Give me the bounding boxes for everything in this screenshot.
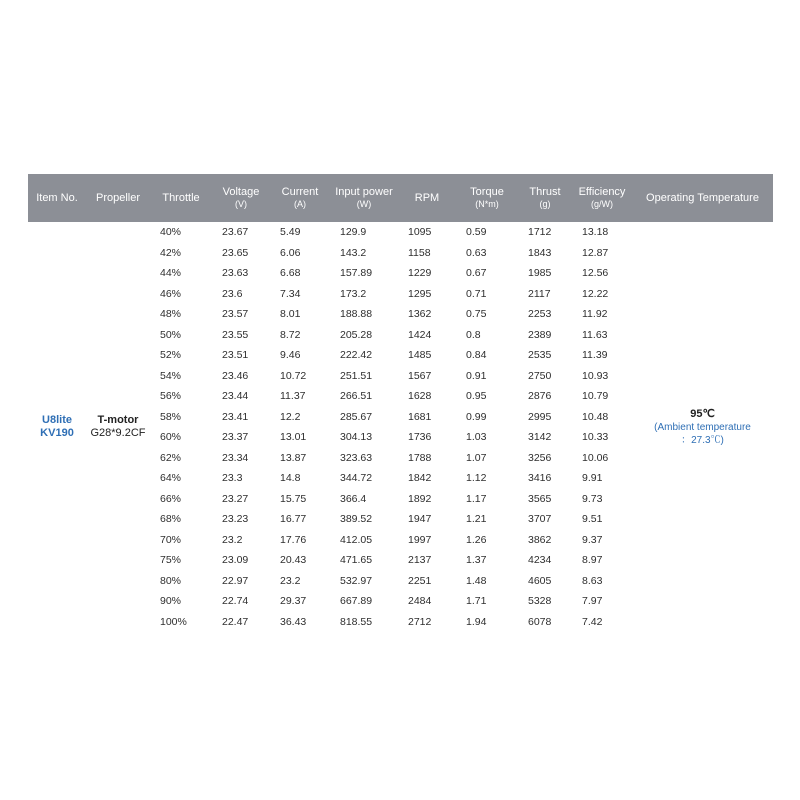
throttle-cell: 48%	[160, 308, 182, 321]
input-power-cell: 157.89	[340, 267, 373, 280]
thrust-cell: 2535	[528, 349, 552, 362]
torque-cell: 0.71	[466, 287, 487, 300]
header-input-power: Input power (W)	[335, 186, 393, 209]
rpm-cell: 1892	[408, 492, 432, 505]
voltage-cell: 23.41	[222, 410, 249, 423]
input-power-cell: 188.88	[340, 308, 373, 321]
torque-cell: 1.94	[466, 615, 487, 628]
thrust-cell: 1985	[528, 267, 552, 280]
efficiency-cell: 11.39	[582, 349, 608, 362]
efficiency-cell: 8.97	[582, 554, 603, 567]
throttle-cell: 52%	[160, 349, 182, 362]
table-body	[28, 222, 773, 632]
current-cell: 13.01	[280, 431, 307, 444]
voltage-cell: 23.51	[222, 349, 249, 362]
efficiency-cell: 11.92	[582, 308, 608, 321]
thrust-cell: 3256	[528, 451, 552, 464]
header-item-no: Item No.	[36, 191, 78, 204]
propeller-model: G28*9.2CF	[90, 427, 146, 439]
header-throttle: Throttle	[162, 191, 200, 204]
current-cell: 10.72	[280, 369, 307, 382]
throttle-cell: 68%	[160, 513, 182, 526]
torque-cell: 0.8	[466, 328, 481, 341]
input-power-cell: 532.97	[340, 574, 373, 587]
throttle-cell: 50%	[160, 328, 182, 341]
propeller-cell	[86, 222, 150, 632]
voltage-cell: 23.55	[222, 328, 249, 341]
current-cell: 16.77	[280, 513, 307, 526]
thrust-cell: 3707	[528, 513, 552, 526]
efficiency-cell: 12.56	[582, 267, 609, 280]
current-cell: 17.76	[280, 533, 307, 546]
propeller-brand: T-motor	[97, 414, 139, 426]
efficiency-cell: 8.63	[582, 574, 603, 587]
torque-cell: 0.84	[466, 349, 487, 362]
voltage-cell: 23.44	[222, 390, 249, 403]
voltage-cell: 23.34	[222, 451, 249, 464]
thrust-cell: 4234	[528, 554, 552, 567]
torque-cell: 1.26	[466, 533, 487, 546]
efficiency-cell: 12.87	[582, 246, 609, 259]
torque-cell: 1.21	[466, 513, 487, 526]
efficiency-cell: 13.18	[582, 226, 609, 239]
rpm-cell: 1567	[408, 369, 432, 382]
input-power-cell: 143.2	[340, 246, 367, 259]
item-no-cell	[28, 222, 86, 632]
header-row	[28, 174, 773, 222]
throttle-cell: 56%	[160, 390, 182, 403]
thrust-cell: 3416	[528, 472, 552, 485]
voltage-cell: 23.37	[222, 431, 249, 444]
header-current: Current (A)	[281, 186, 319, 209]
throttle-cell: 58%	[160, 410, 182, 423]
motor-performance-table	[28, 174, 773, 632]
current-cell: 6.68	[280, 267, 301, 280]
rpm-cell: 1842	[408, 472, 432, 485]
voltage-cell: 23.3	[222, 472, 243, 485]
current-cell: 15.75	[280, 492, 307, 505]
voltage-cell: 23.67	[222, 226, 249, 239]
efficiency-cell: 9.51	[582, 513, 603, 526]
current-cell: 11.37	[280, 390, 306, 403]
voltage-cell: 23.09	[222, 554, 249, 567]
thrust-cell: 6078	[528, 615, 552, 628]
thrust-cell: 2750	[528, 369, 552, 382]
input-power-cell: 471.65	[340, 554, 373, 567]
rpm-cell: 1424	[408, 328, 432, 341]
throttle-cell: 100%	[160, 615, 187, 628]
voltage-cell: 23.65	[222, 246, 249, 259]
header-operating-temperature: Operating Temperature	[646, 191, 759, 204]
current-cell: 6.06	[280, 246, 301, 259]
operating-temperature-cell	[632, 222, 773, 632]
torque-cell: 0.95	[466, 390, 487, 403]
throttle-cell: 75%	[160, 554, 182, 567]
throttle-cell: 40%	[160, 226, 182, 239]
throttle-cell: 60%	[160, 431, 182, 444]
item-model: U8lite	[42, 414, 72, 426]
rpm-cell: 1158	[408, 246, 431, 259]
header-rpm: RPM	[414, 191, 440, 204]
torque-cell: 1.03	[466, 431, 487, 444]
throttle-cell: 62%	[160, 451, 182, 464]
efficiency-cell: 10.93	[582, 369, 609, 382]
efficiency-cell: 9.37	[582, 533, 603, 546]
temperature-value: 95℃	[690, 407, 715, 420]
rpm-cell: 1681	[408, 410, 432, 423]
torque-cell: 1.48	[466, 574, 487, 587]
current-cell: 7.34	[280, 287, 301, 300]
input-power-cell: 366.4	[340, 492, 367, 505]
current-cell: 14.8	[280, 472, 301, 485]
torque-cell: 1.71	[466, 595, 487, 608]
voltage-cell: 22.74	[222, 595, 249, 608]
header-torque: Torque (N*m)	[470, 186, 504, 209]
rpm-cell: 1362	[408, 308, 432, 321]
current-cell: 36.43	[280, 615, 307, 628]
thrust-cell: 2253	[528, 308, 552, 321]
efficiency-cell: 7.42	[582, 615, 603, 628]
item-kv: KV190	[40, 427, 74, 439]
throttle-cell: 46%	[160, 287, 182, 300]
voltage-cell: 23.2	[222, 533, 243, 546]
input-power-cell: 251.51	[340, 369, 373, 382]
voltage-cell: 23.63	[222, 267, 249, 280]
throttle-cell: 54%	[160, 369, 182, 382]
rpm-cell: 2137	[408, 554, 432, 567]
input-power-cell: 266.51	[340, 390, 373, 403]
efficiency-cell: 9.91	[582, 472, 603, 485]
thrust-cell: 3565	[528, 492, 552, 505]
torque-cell: 0.67	[466, 267, 487, 280]
throttle-cell: 66%	[160, 492, 182, 505]
thrust-cell: 1712	[528, 226, 552, 239]
current-cell: 12.2	[280, 410, 301, 423]
current-cell: 9.46	[280, 349, 301, 362]
thrust-cell: 2995	[528, 410, 552, 423]
torque-cell: 1.12	[466, 472, 487, 485]
efficiency-cell: 10.33	[582, 431, 609, 444]
torque-cell: 0.63	[466, 246, 487, 259]
rpm-cell: 1736	[408, 431, 432, 444]
input-power-cell: 304.13	[340, 431, 373, 444]
thrust-cell: 2117	[528, 287, 551, 300]
torque-cell: 1.17	[466, 492, 487, 505]
rpm-cell: 1295	[408, 287, 432, 300]
thrust-cell: 2876	[528, 390, 552, 403]
current-cell: 8.72	[280, 328, 301, 341]
rpm-cell: 1628	[408, 390, 432, 403]
rpm-cell: 2484	[408, 595, 432, 608]
voltage-cell: 23.27	[222, 492, 249, 505]
efficiency-cell: 10.48	[582, 410, 609, 423]
input-power-cell: 285.67	[340, 410, 373, 423]
torque-cell: 0.75	[466, 308, 487, 321]
efficiency-cell: 10.06	[582, 451, 609, 464]
rpm-cell: 1997	[408, 533, 432, 546]
throttle-cell: 44%	[160, 267, 182, 280]
rpm-cell: 2712	[408, 615, 432, 628]
current-cell: 23.2	[280, 574, 301, 587]
efficiency-cell: 7.97	[582, 595, 603, 608]
input-power-cell: 173.2	[340, 287, 367, 300]
thrust-cell: 3862	[528, 533, 552, 546]
header-efficiency: Efficiency (g/W)	[578, 186, 626, 209]
header-voltage: Voltage (V)	[222, 186, 260, 209]
input-power-cell: 412.05	[340, 533, 373, 546]
input-power-cell: 389.52	[340, 513, 373, 526]
voltage-cell: 23.23	[222, 513, 249, 526]
voltage-cell: 22.47	[222, 615, 249, 628]
rpm-cell: 1788	[408, 451, 432, 464]
thrust-cell: 5328	[528, 595, 552, 608]
throttle-cell: 90%	[160, 595, 182, 608]
rpm-cell: 1229	[408, 267, 432, 280]
input-power-cell: 205.28	[340, 328, 373, 341]
thrust-cell: 1843	[528, 246, 552, 259]
current-cell: 5.49	[280, 226, 301, 239]
current-cell: 20.43	[280, 554, 307, 567]
efficiency-cell: 11.63	[582, 328, 608, 341]
throttle-cell: 80%	[160, 574, 182, 587]
ambient-temperature-value: ：27.3℃)	[681, 434, 724, 446]
rpm-cell: 1095	[408, 226, 432, 239]
efficiency-cell: 10.79	[582, 390, 609, 403]
efficiency-cell: 9.73	[582, 492, 603, 505]
torque-cell: 1.37	[466, 554, 487, 567]
rpm-cell: 2251	[408, 574, 432, 587]
throttle-cell: 42%	[160, 246, 182, 259]
voltage-cell: 23.6	[222, 287, 243, 300]
throttle-cell: 70%	[160, 533, 182, 546]
input-power-cell: 667.89	[340, 595, 373, 608]
current-cell: 13.87	[280, 451, 307, 464]
input-power-cell: 323.63	[340, 451, 373, 464]
torque-cell: 0.91	[466, 369, 487, 382]
voltage-cell: 23.57	[222, 308, 249, 321]
current-cell: 8.01	[280, 308, 301, 321]
efficiency-cell: 12.22	[582, 287, 609, 300]
table-row	[28, 222, 773, 243]
ambient-temperature-label: (Ambient temperature	[654, 421, 751, 433]
header-propeller: Propeller	[95, 191, 141, 204]
header-thrust: Thrust (g)	[529, 186, 561, 209]
voltage-cell: 22.97	[222, 574, 249, 587]
torque-cell: 0.99	[466, 410, 487, 423]
throttle-cell: 64%	[160, 472, 182, 485]
thrust-cell: 3142	[528, 431, 552, 444]
input-power-cell: 818.55	[340, 615, 373, 628]
input-power-cell: 129.9	[340, 226, 367, 239]
current-cell: 29.37	[280, 595, 307, 608]
rpm-cell: 1947	[408, 513, 432, 526]
input-power-cell: 222.42	[340, 349, 373, 362]
torque-cell: 1.07	[466, 451, 487, 464]
performance-table-container	[28, 174, 773, 632]
voltage-cell: 23.46	[222, 369, 249, 382]
torque-cell: 0.59	[466, 226, 487, 239]
input-power-cell: 344.72	[340, 472, 373, 485]
rpm-cell: 1485	[408, 349, 432, 362]
thrust-cell: 2389	[528, 328, 552, 341]
thrust-cell: 4605	[528, 574, 552, 587]
